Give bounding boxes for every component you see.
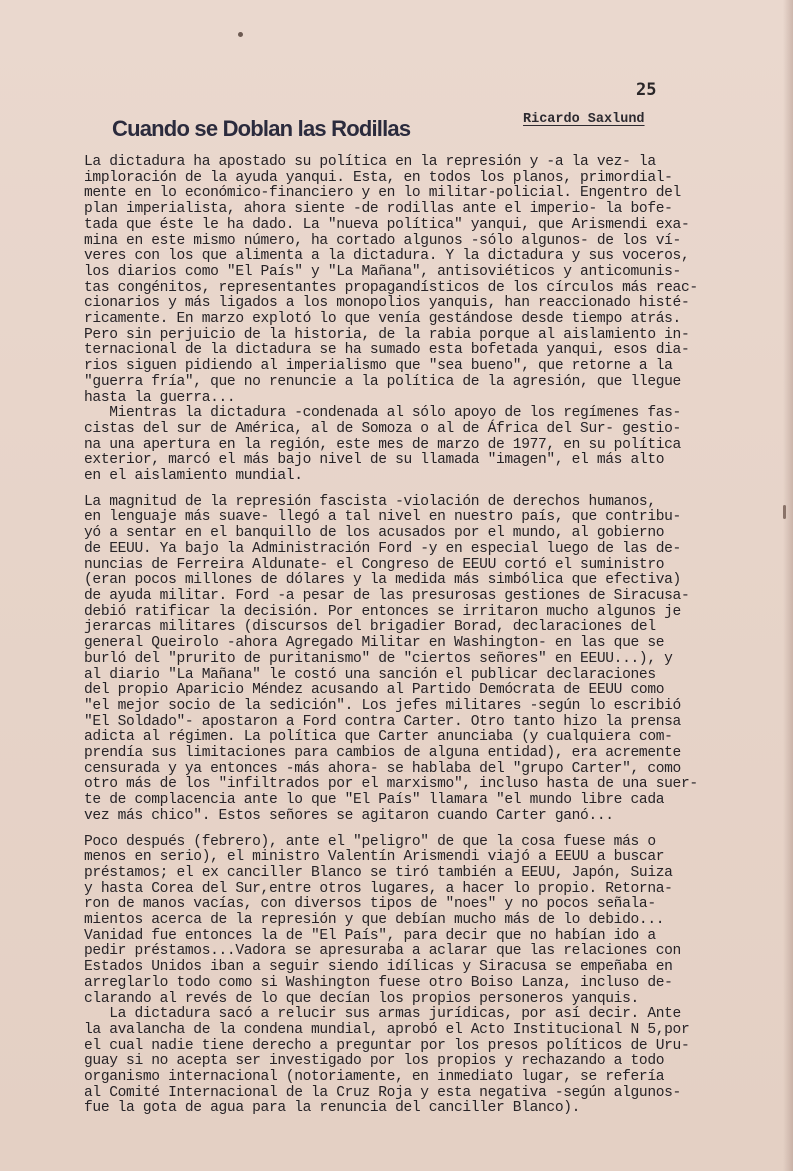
text-line: jerarcas militares (discursos del brigadier Borad, declaraciones del xyxy=(84,619,656,636)
text-line: burló del "prurito de puritanismo" de "ciertos señores" en EEUU...), y xyxy=(84,650,673,667)
text-line: guay si no acepta ser investigado por los propios y rechazando a todo xyxy=(84,1053,665,1070)
text-line: prendía sus limitaciones para cambios de alguna entidad), era acremente xyxy=(84,745,681,762)
text-line: y hasta Corea del Sur,entre otros lugares, a hacer lo propio. Retorna- xyxy=(84,880,673,897)
text-line: exterior, marcó el más bajo nivel de su llamada "imagen", el más alto xyxy=(84,452,665,469)
text-line: vez más chico". Estos señores se agitaron cuando Carter ganó... xyxy=(84,807,614,824)
text-line: préstamos; el ex canciller Blanco se tiró también a EEUU, Japón, Suiza xyxy=(84,864,673,881)
text-line: nuncias de Ferreira Aldunate- el Congreso de EEUU cortó el suministro xyxy=(84,556,665,573)
text-line: (eran pocos millones de dólares y la medida más simbólica que efectiva) xyxy=(84,572,681,589)
text-line: Mientras la dictadura -condenada al sólo apoyo de los regímenes fas- xyxy=(84,405,681,422)
text-line: el cual nadie tiene derecho a preguntar por los presos políticos de Uru- xyxy=(84,1037,690,1054)
text-line: imploración de la ayuda yanqui. Esta, en todos los planos, primordial- xyxy=(84,169,673,186)
page-number: 25 xyxy=(636,80,657,100)
text-line: Estados Unidos iban a seguir siendo idílicas y Siracusa se empeñaba en xyxy=(84,959,673,976)
text-line: arreglarlo todo como si Washington fuese otro Boiso Lanza, incluso de- xyxy=(84,974,673,991)
text-line: ternacional de la dictadura se ha sumado esta bofetada yanqui, esos dia- xyxy=(84,342,690,359)
text-line: Poco después (febrero), ante el "peligro" de que la cosa fuese más o xyxy=(84,833,656,850)
text-line: cionarios y más ligados a los monopolios yanquis, han reaccionado histé- xyxy=(84,295,690,312)
text-line: tas congénitos, representantes propagandísticos de los círculos más reac- xyxy=(84,279,698,296)
text-line: censurada y ya entonces -más ahora- se hablaba del "grupo Carter", como xyxy=(84,760,681,777)
author-byline: Ricardo Saxlund xyxy=(523,112,645,127)
article-headline: Cuando se Doblan las Rodillas xyxy=(112,116,411,141)
text-line: pedir préstamos...Vadora se apresuraba a aclarar que las relaciones con xyxy=(84,943,681,960)
text-line: na una apertura en la región, este mes de marzo de 1977, en su política xyxy=(84,436,681,453)
text-line: ricamente. En marzo explotó lo que venía gestándose desde tiempo atrás. xyxy=(84,311,681,328)
text-line: Vanidad fue entonces la de "El País", para decir que no habían ido a xyxy=(84,927,656,944)
text-line: veres con los que alimenta a la dictadura. Y la dictadura y sus voceros, xyxy=(84,248,690,265)
ink-spot xyxy=(238,32,243,37)
text-line: debió ratificar la decisión. Por entonces se irritaron mucho algunos je xyxy=(84,603,681,620)
text-line: menos en serio), el ministro Valentín Arismendi viajó a EEUU a buscar xyxy=(84,849,665,866)
text-line: organismo internacional (notoriamente, en inmediato lugar, se refería xyxy=(84,1069,665,1086)
page-edge-shadow xyxy=(783,0,793,1171)
text-line: de EEUU. Ya bajo la Administración Ford -y en especial luego de las de- xyxy=(84,540,681,557)
text-line: los diarios como "El País" y "La Mañana", antisoviéticos y anticomunis- xyxy=(84,263,681,280)
text-line: clarando al revés de lo que decían los propios personeros yanquis. xyxy=(84,990,639,1007)
text-line: al Comité Internacional de la Cruz Roja y esta negativa -según algunos- xyxy=(84,1084,681,1101)
text-line: mina en este mismo número, ha cortado algunos -sólo algunos- de los ví- xyxy=(84,232,681,249)
text-line: en lenguaje más suave- llegó a tal nivel en nuestro país, que contribu- xyxy=(84,509,681,526)
text-line: en el aislamiento mundial. xyxy=(84,468,303,485)
text-line: mientos acerca de la represión y que debían mucho más de lo debido... xyxy=(84,912,665,929)
text-line: general Queirolo -ahora Agregado Militar en Washington- en las que se xyxy=(84,635,665,652)
text-line: La magnitud de la represión fascista -violación de derechos humanos, xyxy=(84,493,656,510)
text-line: te de complacencia ante lo que "El País" llamara "el mundo libre cada xyxy=(84,792,665,809)
text-line: yó a sentar en el banquillo de los acusados por el mundo, al gobierno xyxy=(84,525,665,542)
text-line: tada que éste le ha dado. La "nueva política" yanqui, que Arismendi exa- xyxy=(84,216,690,233)
text-line: ron de manos vacías, con diversos tipos de "noes" y no pocos señala- xyxy=(84,896,656,913)
text-line: La dictadura ha apostado su política en la represión y -a la vez- la xyxy=(84,154,656,170)
text-line: la avalancha de la condena mundial, aprobó el Acto Institucional N 5,por xyxy=(84,1021,690,1038)
text-line: adicta al régimen. La política que Carter anunciaba (y cualquiera com- xyxy=(84,729,673,746)
text-line: cistas del sur de América, al de Somoza o al de África del Sur- gestio- xyxy=(84,420,681,437)
text-line: plan imperialista, ahora siente -de rodillas ante el imperio- la bofe- xyxy=(84,201,673,218)
text-line: del propio Aparicio Méndez acusando al Partido Demócrata de EEUU como xyxy=(84,682,665,699)
text-line: "guerra fría", que no renuncie a la política de la agresión, que llegue xyxy=(84,373,681,390)
article-body xyxy=(84,155,744,1117)
text-line: "El Soldado"- apostaron a Ford contra Carter. Otro tanto hizo la prensa xyxy=(84,713,681,730)
text-line: fue la gota de agua para la renuncia del canciller Blanco). xyxy=(84,1100,581,1117)
text-line: de ayuda militar. Ford -a pesar de las presurosas gestiones de Siracusa- xyxy=(84,587,690,604)
text-line: rios siguen pidiendo al imperialismo que "sea bueno", que retorne a la xyxy=(84,358,673,375)
ink-spot xyxy=(783,505,786,519)
text-line: otro más de los "infiltrados por el marxismo", incluso hasta de una suer- xyxy=(84,776,698,793)
text-line: hasta la guerra... xyxy=(84,389,236,406)
text-line: mente en lo económico-financiero y en lo militar-policial. Engentro del xyxy=(84,185,681,202)
text-line: "el mejor socio de la sedición". Los jefes militares -según lo escribió xyxy=(84,697,681,714)
text-line: La dictadura sacó a relucir sus armas jurídicas, por así decir. Ante xyxy=(84,1006,681,1023)
text-line: al diario "La Mañana" le costó una sanción el publicar declaraciones xyxy=(84,666,656,683)
text-line: Pero sin perjuicio de la historia, de la rabia porque al aislamiento in- xyxy=(84,326,690,343)
